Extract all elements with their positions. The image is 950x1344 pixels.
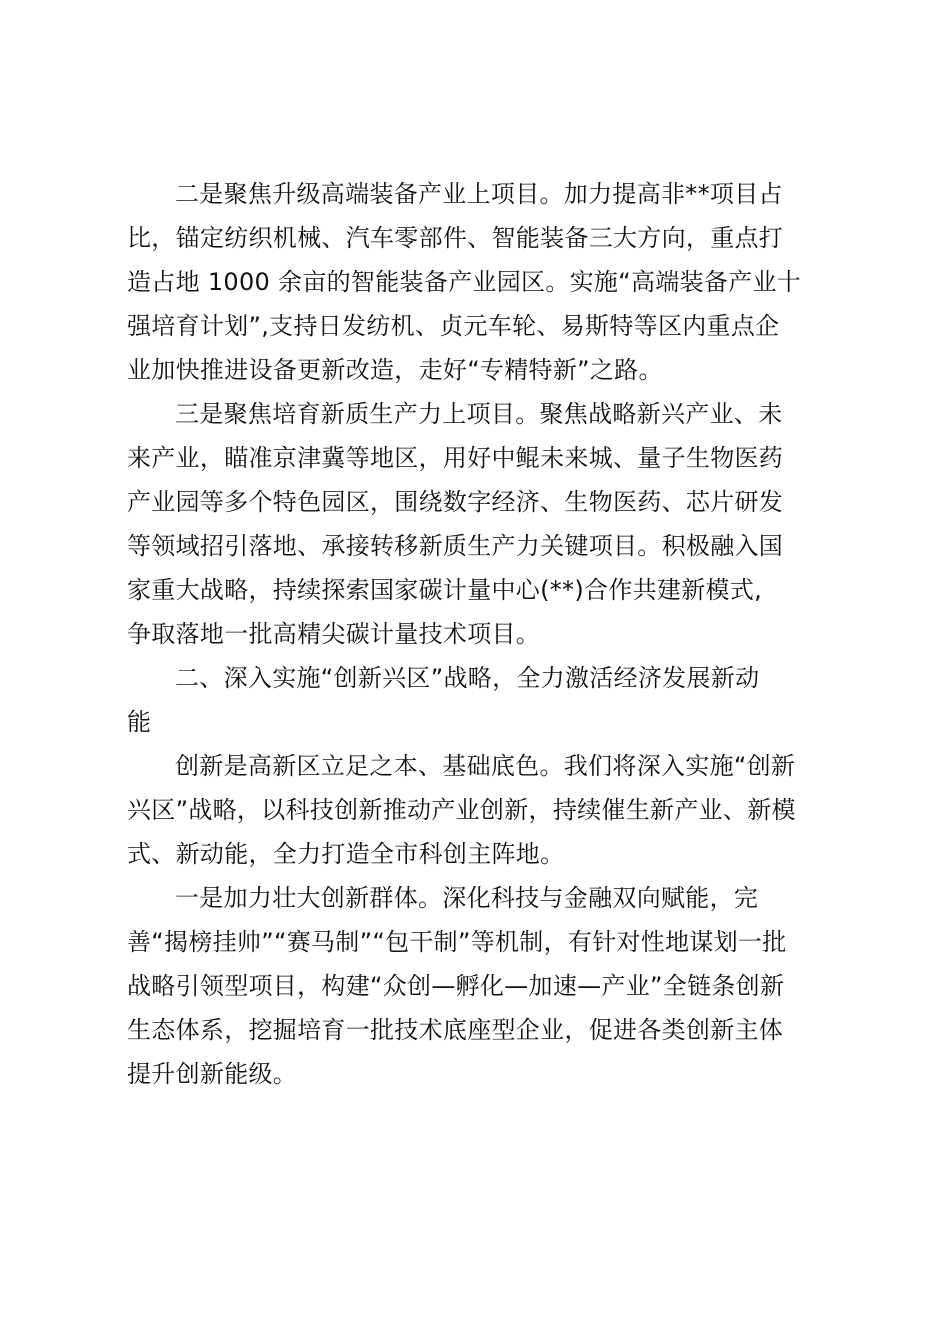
text-line: 二是聚焦升级高端装备产业上项目。加力提高非**项目占 <box>175 180 783 208</box>
text-line: 造占地 1000 余亩的智能装备产业园区。实施“高端装备产业十 <box>127 268 802 296</box>
text-line: 兴区”战略，以科技创新推动产业创新，持续催生新产业、新模 <box>127 796 796 824</box>
text-line: 式、新动能，全力打造全市科创主阵地。 <box>127 840 565 868</box>
text-line: 来产业，瞄准京津冀等地区，用好中鲲未来城、量子生物医药 <box>127 444 784 472</box>
paragraph-new-productivity <box>127 392 830 656</box>
text-line: 争取落地一批高精尖碳计量技术项目。 <box>127 620 541 648</box>
heading-line: 能 <box>127 708 152 736</box>
text-line: 等领域招引落地、承接转移新质生产力关键项目。积极融入国 <box>127 532 784 560</box>
text-line: 生态体系，挖掘培育一批技术底座型企业，促进各类创新主体 <box>127 1016 784 1044</box>
heading-line: 二、深入实施“创新兴区”战略，全力激活经济发展新动 <box>175 664 760 692</box>
text-line: 善“揭榜挂帅”“赛马制”“包干制”等机制，有针对性地谋划一批 <box>127 928 787 956</box>
paragraph-innovation-groups <box>127 876 830 1096</box>
paragraph-equipment-industry <box>127 172 830 392</box>
text-line: 业加快推进设备更新改造，走好“专精特新”之路。 <box>127 356 663 384</box>
text-line: 提升创新能级。 <box>127 1060 298 1088</box>
text-line: 创新是高新区立足之本、基础底色。我们将深入实施“创新 <box>175 752 796 780</box>
text-line: 家重大战略，持续探索国家碳计量中心(**)合作共建新模式, <box>127 576 763 604</box>
text-line: 战略引领型项目，构建“众创—孵化—加速—产业”全链条创新 <box>127 972 785 1000</box>
text-line: 强培育计划”,支持日发纺机、贞元车轮、易斯特等区内重点企 <box>127 312 780 340</box>
section-heading-innovation <box>127 656 830 744</box>
text-line: 三是聚焦培育新质生产力上项目。聚焦战略新兴产业、未 <box>175 400 783 428</box>
text-line: 比，锚定纺织机械、汽车零部件、智能装备三大方向，重点打 <box>127 224 784 252</box>
paragraph-innovation-intro <box>127 744 830 876</box>
document-body <box>127 172 830 1096</box>
text-line: 一是加力壮大创新群体。深化科技与金融双向赋能，完 <box>175 884 759 912</box>
text-line: 产业园等多个特色园区，围绕数字经济、生物医药、芯片研发 <box>127 488 784 516</box>
